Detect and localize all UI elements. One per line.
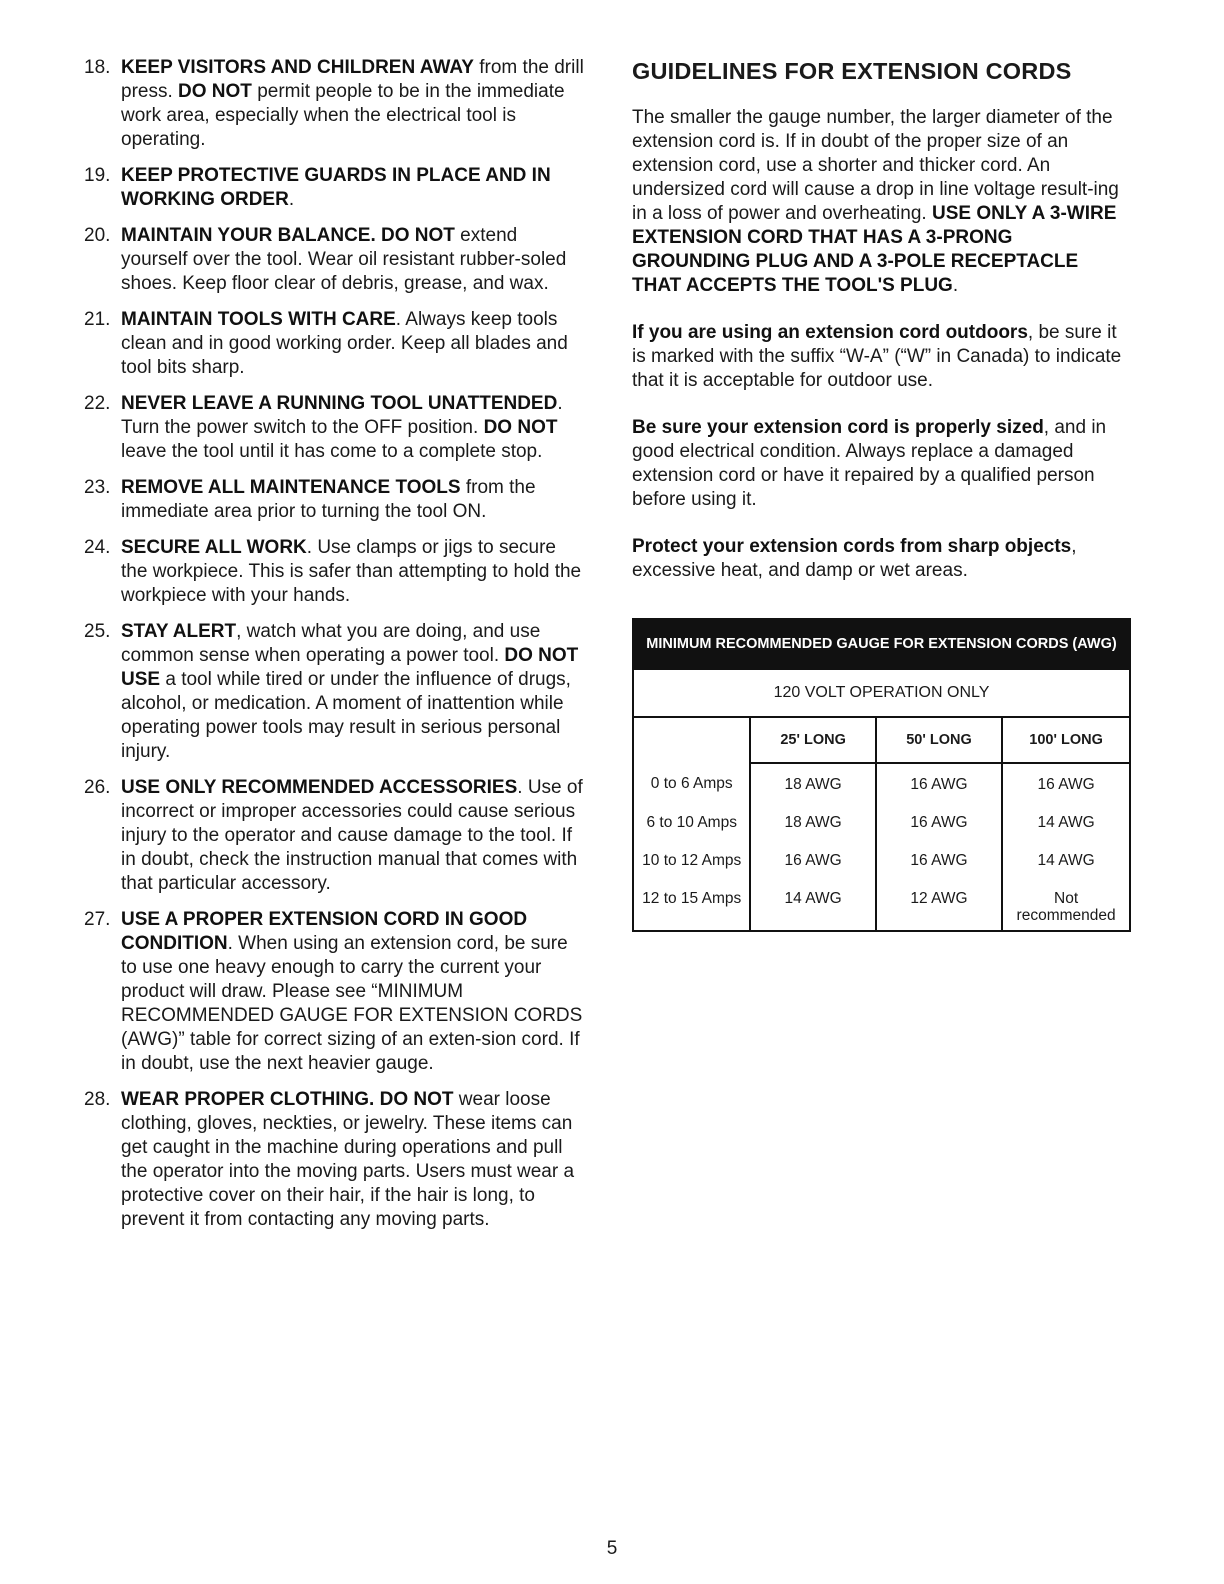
page-number: 5 [606,1538,618,1559]
rule-number: 23. [84,477,111,498]
gauge-cell: 16 AWG [750,846,875,884]
column-header: 50' LONG [876,717,1002,763]
rule-text: MAINTAIN YOUR BALANCE. DO NOT extend yourself over the tool. Wear oil resistant rubber-soled shoes. Keep floor clear of debris, grease, and wax. [121,225,567,294]
gauge-cell: 16 AWG [1002,763,1130,808]
amps-cell: 0 to 6 Amps [633,763,750,808]
table-corner-cell [633,717,750,763]
rule-text: USE A PROPER EXTENSION CORD IN GOOD CONDITION. When using an extension cord, be sure to use one heavy enough to carry the current your product will draw. Please see “MINIMUM RECOMMENDED GAUGE FOR EXTENSION CORDS (AWG)” table for correct sizing of an exten-sion cord. If in doubt, use the next heavier gauge. [121,909,583,1074]
rule-number: 18. [84,57,111,78]
table-row [633,808,1130,846]
safety-rule-21 [84,308,584,380]
rule-number: 21. [84,309,111,330]
safety-rule-28 [84,1088,584,1232]
gauge-cell: 14 AWG [750,884,875,931]
gauge-cell: 14 AWG [1002,846,1130,884]
column-header: 100' LONG [1002,717,1130,763]
rule-number: 26. [84,777,111,798]
rule-text: STAY ALERT, watch what you are doing, and use common sense when operating a power tool. DO NOT USE a tool while tired or under the influence of drugs, alcohol, or medication. A moment of inattention while operating power tools may result in serious personal injury. [121,621,579,762]
safety-rule-24 [84,536,584,608]
safety-rule-25 [84,620,584,764]
safety-rule-20 [84,224,584,296]
gauge-cell: 16 AWG [876,846,1002,884]
rule-text: KEEP PROTECTIVE GUARDS IN PLACE AND IN WORKING ORDER. [121,165,551,210]
guideline-paragraph: If you are using an extension cord outdoors, be sure it is marked with the suffix “W-A” (“W” in Canada) to indicate that it is acceptable for outdoor use. [632,322,1122,391]
extension-cord-guidelines [632,56,1132,932]
amps-cell: 10 to 12 Amps [633,846,750,884]
guideline-paragraph: Protect your extension cords from sharp objects, excessive heat, and damp or wet areas. [632,536,1077,581]
guideline-paragraph: The smaller the gauge number, the larger diameter of the extension cord is. If in doubt of the proper size of an extension cord, use a shorter and thicker cord. An undersized cord will cause a drop in line voltage result-ing in a loss of power and overheating. USE ONLY A 3-WIRE EXTENSION CORD THAT HAS A 3-PRONG GROUNDING PLUG AND A 3-POLE RECEPTACLE THAT ACCEPTS THE TOOL'S PLUG. [632,107,1119,296]
gauge-cell: 16 AWG [876,808,1002,846]
safety-rule-18 [84,56,584,152]
rule-number: 27. [84,909,111,930]
rule-text: KEEP VISITORS AND CHILDREN AWAY from the drill press. DO NOT permit people to be in the immediate work area, especially when the electrical tool is operating. [121,57,584,150]
rule-text: MAINTAIN TOOLS WITH CARE. Always keep tools clean and in good working order. Keep all blades and tool bits sharp. [121,309,568,378]
rule-text: USE ONLY RECOMMENDED ACCESSORIES. Use of incorrect or improper accessories could cause serious injury to the operator and cause damage to the tool. If in doubt, check the instruction manual that comes with that particular accessory. [121,777,583,894]
safety-rule-22 [84,392,584,464]
rule-number: 28. [84,1089,111,1110]
section-heading: GUIDELINES FOR EXTENSION CORDS [632,58,1072,84]
table-row [633,846,1130,884]
gauge-cell: 18 AWG [750,763,875,808]
safety-rule-23 [84,476,584,524]
rule-number: 22. [84,393,111,414]
table-row [633,884,1130,931]
rule-text: WEAR PROPER CLOTHING. DO NOT wear loose clothing, gloves, neckties, or jewelry. These items can get caught in the machine during operations and pull the operator into the moving parts. Users must wear a protective cover on their hair, if the hair is long, to prevent it from contacting any moving parts. [121,1089,575,1230]
table-subtitle: 120 VOLT OPERATION ONLY [633,669,1130,717]
rule-text: REMOVE ALL MAINTENANCE TOOLS from the immediate area prior to turning the tool ON. [121,477,536,522]
rule-number: 25. [84,621,111,642]
rule-number: 20. [84,225,111,246]
column-header: 25' LONG [750,717,875,763]
safety-rule-26 [84,776,584,896]
safety-rule-19 [84,164,584,212]
safety-rule-27 [84,908,584,1076]
guideline-paragraph: Be sure your extension cord is properly sized, and in good electrical condition. Always replace a damaged extension cord or have it repaired by a qualified person before using it. [632,417,1107,510]
gauge-cell: 16 AWG [876,763,1002,808]
table-row [633,763,1130,808]
rule-text: SECURE ALL WORK. Use clamps or jigs to secure the workpiece. This is safer than attempting to hold the workpiece with your hands. [121,537,582,606]
rule-number: 24. [84,537,111,558]
gauge-cell: Not recommended [1002,884,1130,931]
table-title: MINIMUM RECOMMENDED GAUGE FOR EXTENSION CORDS (AWG) [633,619,1130,669]
gauge-cell: 14 AWG [1002,808,1130,846]
rule-text: NEVER LEAVE A RUNNING TOOL UNATTENDED. Turn the power switch to the OFF position. DO NOT leave the tool until it has come to a complete stop. [121,393,563,462]
gauge-cell: 12 AWG [876,884,1002,931]
amps-cell: 6 to 10 Amps [633,808,750,846]
awg-gauge-table [632,618,1131,932]
rule-number: 19. [84,165,111,186]
safety-rules-list [84,56,584,1244]
amps-cell: 12 to 15 Amps [633,884,750,931]
gauge-cell: 18 AWG [750,808,875,846]
